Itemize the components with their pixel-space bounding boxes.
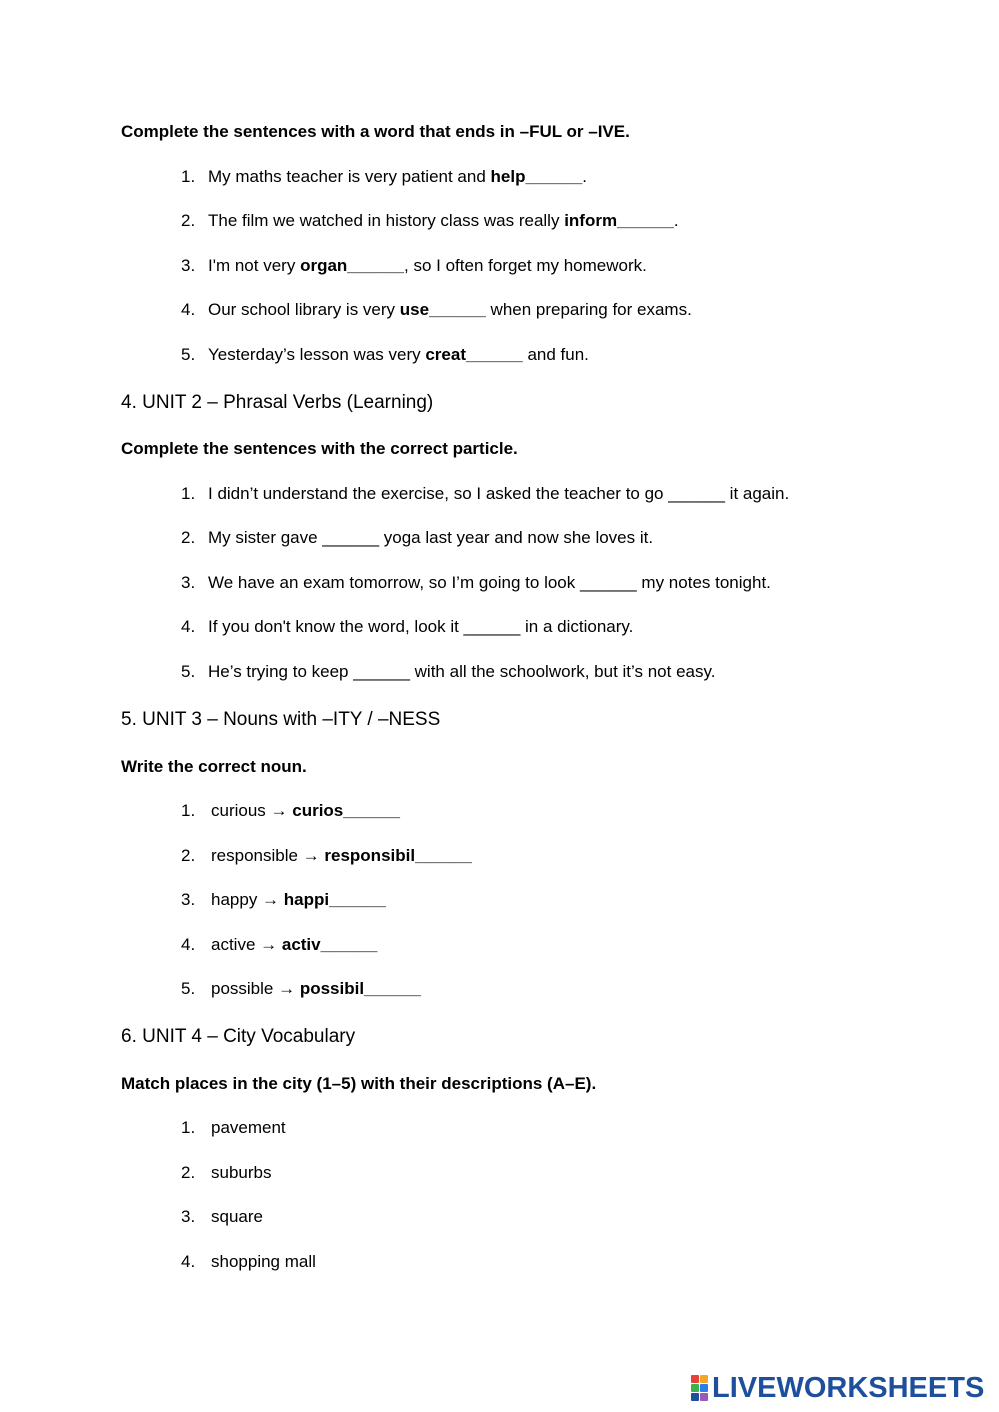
item-number: 5. (181, 662, 196, 681)
list-item (181, 662, 715, 682)
item-number: 3. (181, 890, 196, 909)
item-blank-word: organ______ (300, 256, 405, 275)
list-item (181, 1118, 286, 1138)
instruction-match: Match places in the city (1–5) with their descriptions (A–E). (121, 1074, 597, 1093)
item-blank-word: creat______ (425, 345, 523, 364)
item-number: 1. (181, 801, 196, 820)
list-item (181, 484, 789, 504)
item-number: 5. (181, 345, 196, 364)
item-text: square (211, 1207, 263, 1226)
item-blank-word: use______ (399, 300, 486, 319)
item-text: If you don't know the word, look it ______ in a dictionary. (208, 617, 634, 636)
item-number: 4. (181, 617, 196, 636)
instruction-ful-ive: Complete the sentences with a word that ends in –FUL or –IVE. (121, 122, 630, 141)
instruction-particle: Complete the sentences with the correct particle. (121, 439, 518, 458)
item-text-end: and fun. (522, 345, 589, 364)
item-text: Our school library is very (208, 300, 400, 319)
liveworksheets-logo[interactable] (691, 1372, 984, 1404)
item-text: responsible → (211, 846, 325, 865)
list-item (181, 1163, 271, 1183)
item-text-end: . (582, 167, 587, 186)
list-item (181, 573, 771, 593)
item-text: My sister gave ______ yoga last year and now she loves it. (208, 528, 654, 547)
item-number: 2. (181, 528, 196, 547)
item-number: 2. (181, 1163, 196, 1182)
item-number: 1. (181, 484, 196, 503)
item-text: pavement (211, 1118, 286, 1137)
list-item (181, 846, 472, 866)
logo-text: LIVEWORKSHEETS (712, 1371, 985, 1404)
item-blank-word: curios______ (292, 801, 400, 820)
item-number: 2. (181, 211, 196, 230)
item-text: possible → (211, 979, 300, 998)
item-number: 3. (181, 1207, 196, 1226)
list-item (181, 345, 589, 365)
item-text: The film we watched in history class was really (208, 211, 565, 230)
item-text: Yesterday’s lesson was very (208, 345, 426, 364)
list-item (181, 1252, 316, 1272)
item-number: 4. (181, 300, 196, 319)
item-text: We have an exam tomorrow, so I’m going to look ______ my notes tonight. (208, 573, 771, 592)
item-text: active → (211, 935, 282, 954)
list-item (181, 801, 400, 821)
item-text: I didn’t understand the exercise, so I asked the teacher to go ______ it again. (208, 484, 790, 503)
item-blank-word: possibil______ (299, 979, 421, 998)
item-text: I'm not very (208, 256, 301, 275)
list-item (181, 528, 653, 548)
item-text: He’s trying to keep ______ with all the schoolwork, but it’s not easy. (208, 662, 716, 681)
list-item (181, 167, 587, 187)
item-number: 1. (181, 167, 196, 186)
list-item (181, 890, 386, 910)
list-item (181, 935, 377, 955)
item-number: 3. (181, 256, 196, 275)
item-text-end: . (673, 211, 679, 230)
section-heading-unit-3: 5. UNIT 3 – Nouns with –ITY / –NESS (121, 709, 441, 730)
item-text: suburbs (211, 1163, 272, 1182)
section-heading-unit-4: 6. UNIT 4 – City Vocabulary (121, 1026, 356, 1047)
item-text: happy → (211, 890, 284, 909)
item-blank-word: activ______ (281, 935, 378, 954)
item-number: 5. (181, 979, 196, 998)
list-item (181, 300, 692, 320)
item-number: 4. (181, 935, 196, 954)
item-text: My maths teacher is very patient and (208, 167, 491, 186)
list-item (181, 617, 633, 637)
item-blank-word: help______ (490, 167, 583, 186)
item-text-end: when preparing for exams. (485, 300, 692, 319)
section-heading-unit-2: 4. UNIT 2 – Phrasal Verbs (Learning) (121, 392, 434, 413)
item-blank-word: responsibil______ (324, 846, 472, 865)
item-text-end: , so I often forget my homework. (404, 256, 647, 275)
item-number: 1. (181, 1118, 196, 1137)
item-blank-word: happi______ (283, 890, 386, 909)
instruction-noun: Write the correct noun. (121, 757, 307, 776)
list-item (181, 211, 679, 231)
list-item (181, 979, 421, 999)
item-blank-word: inform______ (564, 211, 674, 230)
item-number: 4. (181, 1252, 196, 1271)
item-text: shopping mall (211, 1252, 316, 1271)
item-number: 3. (181, 573, 196, 592)
list-item (181, 256, 647, 276)
item-text: curious → (211, 801, 293, 820)
list-item (181, 1207, 263, 1227)
logo-blocks-icon (691, 1375, 708, 1401)
item-number: 2. (181, 846, 196, 865)
